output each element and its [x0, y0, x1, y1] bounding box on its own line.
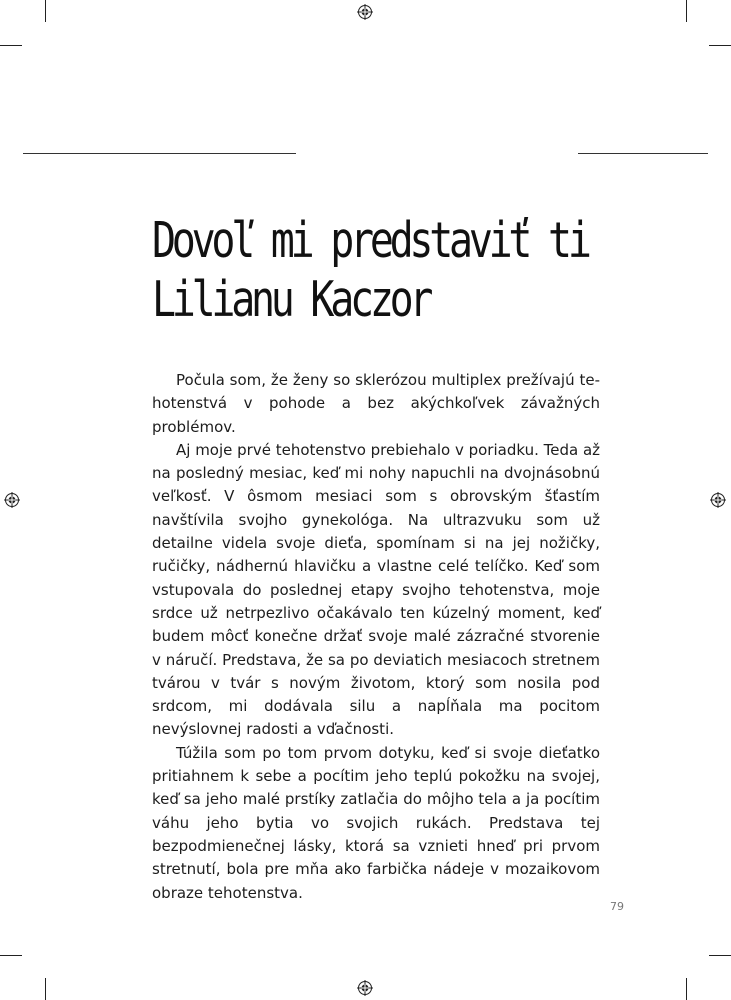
- crop-mark-top-right-horizontal: [709, 45, 731, 46]
- paragraph-3: Túžila som po tom prvom dotyku, keď si svoje dieťatko pritiahnem k sebe a pocítim jeho teplú pokožku na svojej, keď sa jeho malé prstíky zatlačia do môjho tela a ja pocítim váhu jeho bytia vo svojich rukách. Predstava tej bezpodmienečnej lásky, ktorá sa vznieti hneď pri prvom stretnutí, bola pre mňa ako farbička nádeje v mozaikovom obraze tehotenstva.: [152, 743, 600, 902]
- chapter-title-line-1: Dovoľ mi predstaviť ti: [152, 212, 588, 270]
- paragraph-2: Aj moje prvé tehotenstvo prebiehalo v poriadku. Teda až na posledný mesiac, keď mi nohy napuchli na dvojnásobnú veľkosť. V ôsmom mesiaci som s obrovským šťastím navštívila svojho gynekológa. Na ultrazvuku som už detailne videla svoje dieťa, spomínam si na jej nožičky, ručičky, nádhernú hlavičku a vlastne celé telíčko. Keď som vstupovala do poslednej etapy svojho tehotenstva, moje srdce už netrpezlivo očakávalo ten kúzelný moment, keď budem môcť konečne držať svoje malé zázračné stvorenie v náručí. Predstava, že sa po deviatich mesiacoch stretnem tvárou v tvár s novým životom, ktorý som nosila pod srdcom, mi dodávala silu a napĺňala ma pocitom nevýslovnej radosti a vďačnosti.: [152, 440, 601, 739]
- registration-mark-bottom-icon: [357, 980, 373, 996]
- crop-mark-bottom-left-horizontal: [0, 955, 22, 956]
- crop-mark-top-left-horizontal: [0, 45, 22, 46]
- registration-mark-left-icon: [4, 492, 20, 508]
- chapter-body: [152, 369, 600, 905]
- registration-mark-top-icon: [357, 4, 373, 20]
- registration-mark-right-icon: [710, 492, 726, 508]
- chapter-title: [152, 212, 588, 330]
- header-rule-right: [578, 153, 708, 154]
- crop-mark-bottom-right-horizontal: [709, 955, 731, 956]
- chapter-title-line-2: Lilianu Kaczor: [152, 270, 430, 329]
- header-rule-left: [23, 153, 296, 154]
- page-number: 79: [610, 900, 624, 913]
- crop-mark-bottom-right: [686, 978, 687, 1000]
- crop-mark-top-right: [686, 0, 687, 22]
- paragraph-1: Počula som, že ženy so sklerózou multiplex prežívajú tehotenstvá v pohode a bez akýchkoľvek závažných problémov.: [152, 371, 600, 436]
- crop-mark-top-left: [45, 0, 46, 22]
- crop-mark-bottom-left: [45, 978, 46, 1000]
